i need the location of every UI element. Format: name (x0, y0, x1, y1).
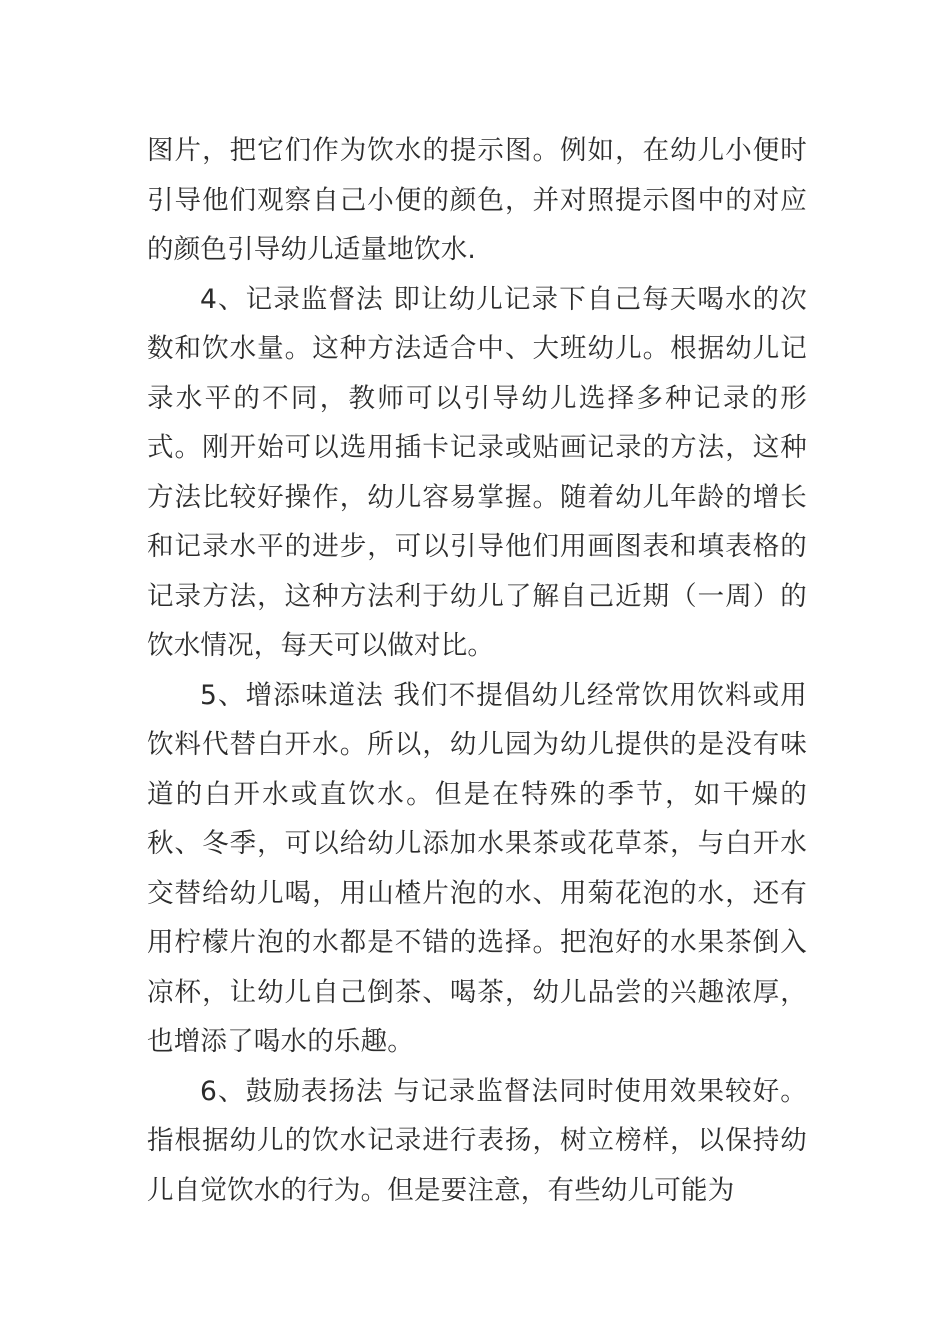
paragraph-continuation: 图片，把它们作为饮水的提示图。例如，在幼儿小便时引导他们观察自己小便的颜色，并对照提示图中的对应的颜色引导幼儿适量地饮水. (147, 135, 807, 265)
paragraph-method-6-encourage-praise: 6、鼓励表扬法 与记录监督法同时使用效果较好。指根据幼儿的饮水记录进行表扬，树立榜样，以保持幼儿自觉饮水的行为。但是要注意，有些幼儿可能为 (147, 1075, 807, 1206)
paragraph-method-5-add-flavor: 5、增添味道法 我们不提倡幼儿经常饮用饮料或用饮料代替白开水。所以，幼儿园为幼儿提供的是没有味道的白开水或直饮水。但是在特殊的季节，如干燥的秋、冬季，可以给幼儿添加水果茶或花草茶，与白开水交替给幼儿喝，用山楂片泡的水、用菊花泡的水，还有用柠檬片泡的水都是不错的选择。把泡好的水果茶倒入凉杯，让幼儿自己倒茶、喝茶，幼儿品尝的兴趣浓厚，也增添了喝水的乐趣。 (147, 679, 807, 1057)
paragraph-method-4-record-supervision: 4、记录监督法 即让幼儿记录下自己每天喝水的次数和饮水量。这种方法适合中、大班幼儿。根据幼儿记录水平的不同，教师可以引导幼儿选择多种记录的形式。刚开始可以选用插卡记录或贴画记录的方法，这种方法比较好操作，幼儿容易掌握。随着幼儿年龄的增长和记录水平的进步，可以引导他们用画图表和填表格的记录方法，这种方法利于幼儿了解自己近期（一周）的饮水情况，每天可以做对比。 (147, 283, 807, 661)
body-text (147, 126, 807, 1215)
